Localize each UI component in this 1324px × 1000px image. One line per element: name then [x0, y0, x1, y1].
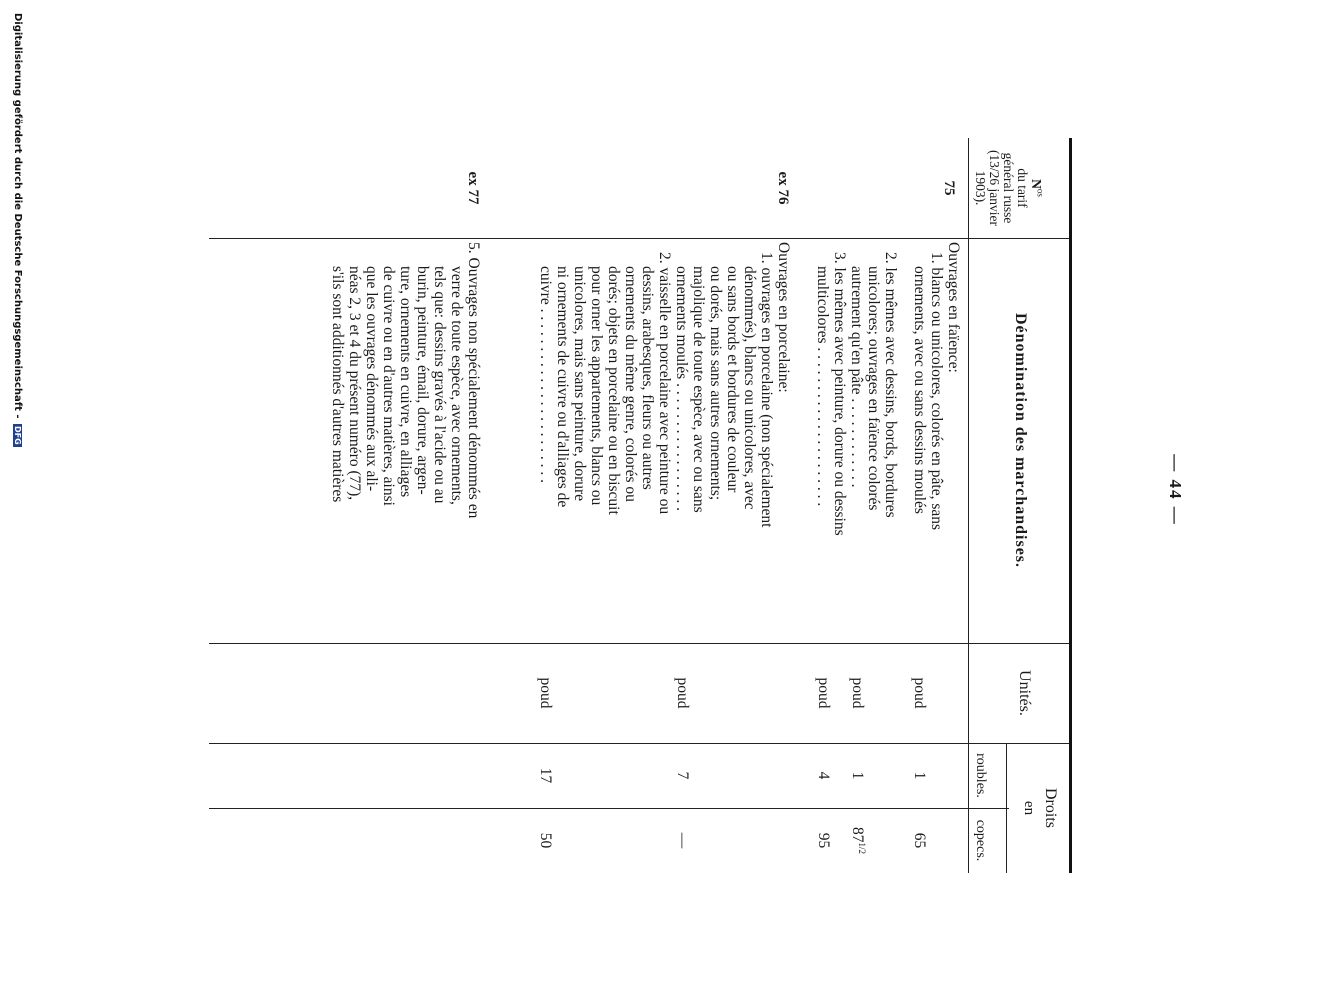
unit-porcelaine-2: poud — [537, 677, 554, 709]
copecs-porcelaine-2: 50 — [537, 832, 554, 849]
tariff-table — [212, 138, 1072, 873]
roubles-faience-1: 1 — [911, 771, 928, 780]
header-copecs: copecs. — [973, 819, 988, 862]
copecs-faience-1: 65 — [911, 832, 928, 849]
header-roubles: roubles. — [973, 753, 988, 798]
header-units: Unités. — [1016, 670, 1033, 716]
unit-faience-3: poud — [815, 677, 832, 709]
header-duties — [969, 743, 1069, 873]
tariff-number-75: 75 — [941, 180, 957, 196]
unit-faience-2: poud — [849, 677, 866, 709]
tariff-number-ex-76: ex 76 — [775, 171, 791, 205]
roubles-porcelaine-2: 17 — [537, 767, 554, 784]
roubles-faience-2: 1 — [849, 771, 866, 780]
unit-faience-1: poud — [911, 677, 928, 709]
description-faience: Ouvrages en faïence: 1. blancs ou unicolores, colorés en pâte, sans ornements, avec ou sans dessins moulés 2. les mêmes avec dessins, bords, bordures unicolores; ouvrages en faïence colorés autrement qu'en pâte . . . . . . . . . . . . 3. les mêmes avec peinture, dorure ou dessins multicolores . . . . . . . . . . . . . . . . . . . . . — [814, 242, 962, 536]
header-droits: Droits — [1042, 788, 1059, 828]
credit-text: Digitalisierung gefördert durch die Deutsche Forschungsgemeinschaft - — [12, 13, 23, 419]
description-porcelaine: Ouvrages en porcelaine: 1. ouvrages en porcelaine (non spécialement dénommés), blancs ou unicolores, avec ou sans bords et bordures de couleur ou dorés, mais sans autres ornements; majolique de toute espèce, avec ou sans ornements moulés . . . . . . . . . . . . . . . . . 2. vaisselle en porcelaine avec peinture ou dessins, arabesques, fleurs ou autres ornements du même genre, colorés ou dorés; objets en porcelaine ou en biscuit pour orner les appartements, blancs ou unicolores, mais sans peinture, dorure ni ornements de cuivre ou d'alliages de cuivre . . . . . . . . . . . . . . . . . . . . . . . — [537, 242, 792, 528]
unit-porcelaine-1: poud — [674, 677, 691, 709]
rotated-table-region — [212, 138, 1072, 873]
header-tariff-number: $N^{os}$ du tarif général russe (13/26 janvier 1903). — [973, 149, 1046, 227]
tariff-number-ex-77: ex 77 — [465, 171, 481, 205]
dfg-logo: DFG — [13, 426, 23, 445]
header-en: en — [1021, 800, 1037, 816]
copecs-porcelaine-1: — — [674, 832, 691, 849]
page-number: — 44 — — [1166, 454, 1185, 526]
copecs-faience-2: $87^{1/2}$ — [849, 826, 868, 854]
header-denomination: Dénomination des marchandises. — [1012, 312, 1029, 569]
roubles-porcelaine-1: 7 — [674, 771, 691, 780]
digitization-credit — [7, 13, 23, 993]
copecs-faience-3: 95 — [815, 832, 832, 849]
roubles-faience-3: 4 — [815, 771, 832, 780]
description-verre: 5. Ouvrages non spécialement dénommés en verre de toute espèce, avec ornements, tels que: dessins gravés à l'acide ou au burin, peinture, émail, dorure, argen- ture, ornements en cuivre, en alliages de cuivre ou en d'autres matières, ainsi que les ouvrages dénommés aux ali- néas 2, 3 et 4 du présent numéro (77), s'ils sont additionnés d'autres matières — [329, 242, 482, 519]
